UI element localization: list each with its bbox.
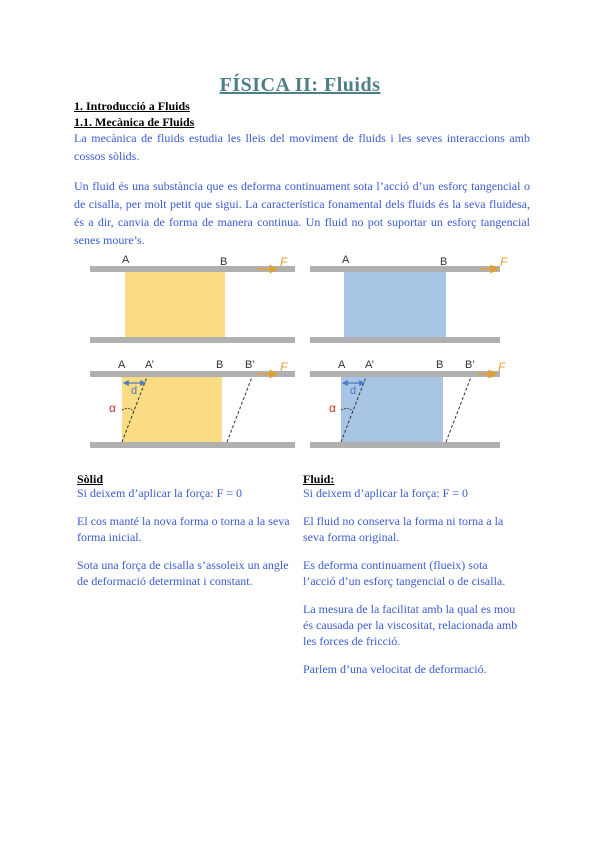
panel-fluid-deformed — [310, 359, 506, 448]
fluid-text-5: Parlem d’una velocitat de deformació. — [303, 662, 487, 676]
label-f: F — [280, 360, 288, 374]
label-a: A — [122, 254, 130, 266]
label-f: F — [280, 255, 288, 269]
bottom-plate — [90, 337, 295, 343]
label-b: B — [220, 256, 228, 268]
solid-block — [125, 272, 225, 337]
label-a-prime: A’ — [145, 359, 154, 371]
fluid-column — [303, 485, 523, 689]
fluid-text-2: El fluid no conserva la forma ni torna a la seva forma original. — [303, 514, 504, 544]
top-plate — [310, 371, 500, 377]
label-b-prime: B’ — [465, 359, 475, 371]
fluid-text-3: Es deforma continuament (flueix) sota l’acció d’un esforç tangencial o de cisalla. — [303, 558, 506, 588]
panel-fluid-rest — [310, 254, 508, 343]
solid-heading: Sòlid — [77, 472, 104, 486]
label-b-prime: B’ — [245, 359, 255, 371]
bottom-plate — [310, 337, 500, 343]
panel-solid-rest — [90, 254, 295, 343]
panel-solid-deformed — [90, 359, 295, 448]
original-edge-b — [227, 377, 252, 442]
solid-text-2: El cos manté la nova forma o torna a la seva forma inicial. — [77, 514, 290, 544]
solid-text-1: Si deixem d’aplicar la força: F = 0 — [77, 486, 243, 500]
label-d: d — [131, 385, 138, 397]
label-b: B — [440, 256, 448, 268]
label-a: A — [118, 359, 126, 371]
label-f: F — [500, 255, 508, 269]
bottom-plate — [90, 442, 295, 448]
label-a-prime: A’ — [365, 359, 374, 371]
label-alpha: α — [329, 401, 336, 415]
top-plate — [310, 266, 500, 272]
label-d: d — [350, 385, 357, 397]
original-edge-b — [446, 377, 471, 442]
solid-column — [77, 485, 297, 601]
fluid-text-1: Si deixem d’aplicar la força: F = 0 — [303, 486, 469, 500]
bottom-plate — [310, 442, 500, 448]
fluid-block-deformed — [341, 377, 443, 442]
fluid-heading: Fluid: — [303, 472, 335, 486]
page-title: FÍSICA II: Fluids — [219, 74, 381, 96]
fluid-text-4: La mesura de la facilitat amb la qual es mou és causada per la viscositat, relacionada amb les forces de fricció. — [303, 602, 518, 648]
label-a: A — [338, 359, 346, 371]
label-alpha: α — [109, 401, 116, 415]
fluid-definition-paragraph: Un fluid és una substància que es deforma continuament sota l’acció d’un esforç tangencial o de cisalla, per molt petit que sigui. La característica fonamental dels fluids és la seva fluidesa, és a dir, canvia de forma de manera continua. Un fluid no pot suportar un esforç tangencial senes moure’s. — [74, 179, 530, 247]
label-b: B — [216, 359, 224, 371]
solid-text-3: Sota una força de cisalla s’assoleix un angle de deformació determinat i constant. — [77, 558, 289, 588]
fluid-block — [344, 272, 446, 337]
subsection-heading: 1.1. Mecànica de Fluids — [74, 115, 195, 129]
label-b: B — [436, 359, 444, 371]
label-a: A — [342, 254, 350, 266]
shear-deformation-figure — [70, 248, 530, 458]
intro-paragraph: La mecànica de fluids estudia les lleis del moviment de fluids i les seves interaccions amb cossos sòlids. — [74, 131, 530, 163]
label-f: F — [498, 360, 506, 374]
section-heading: 1. Introducció a Fluids — [74, 99, 190, 113]
